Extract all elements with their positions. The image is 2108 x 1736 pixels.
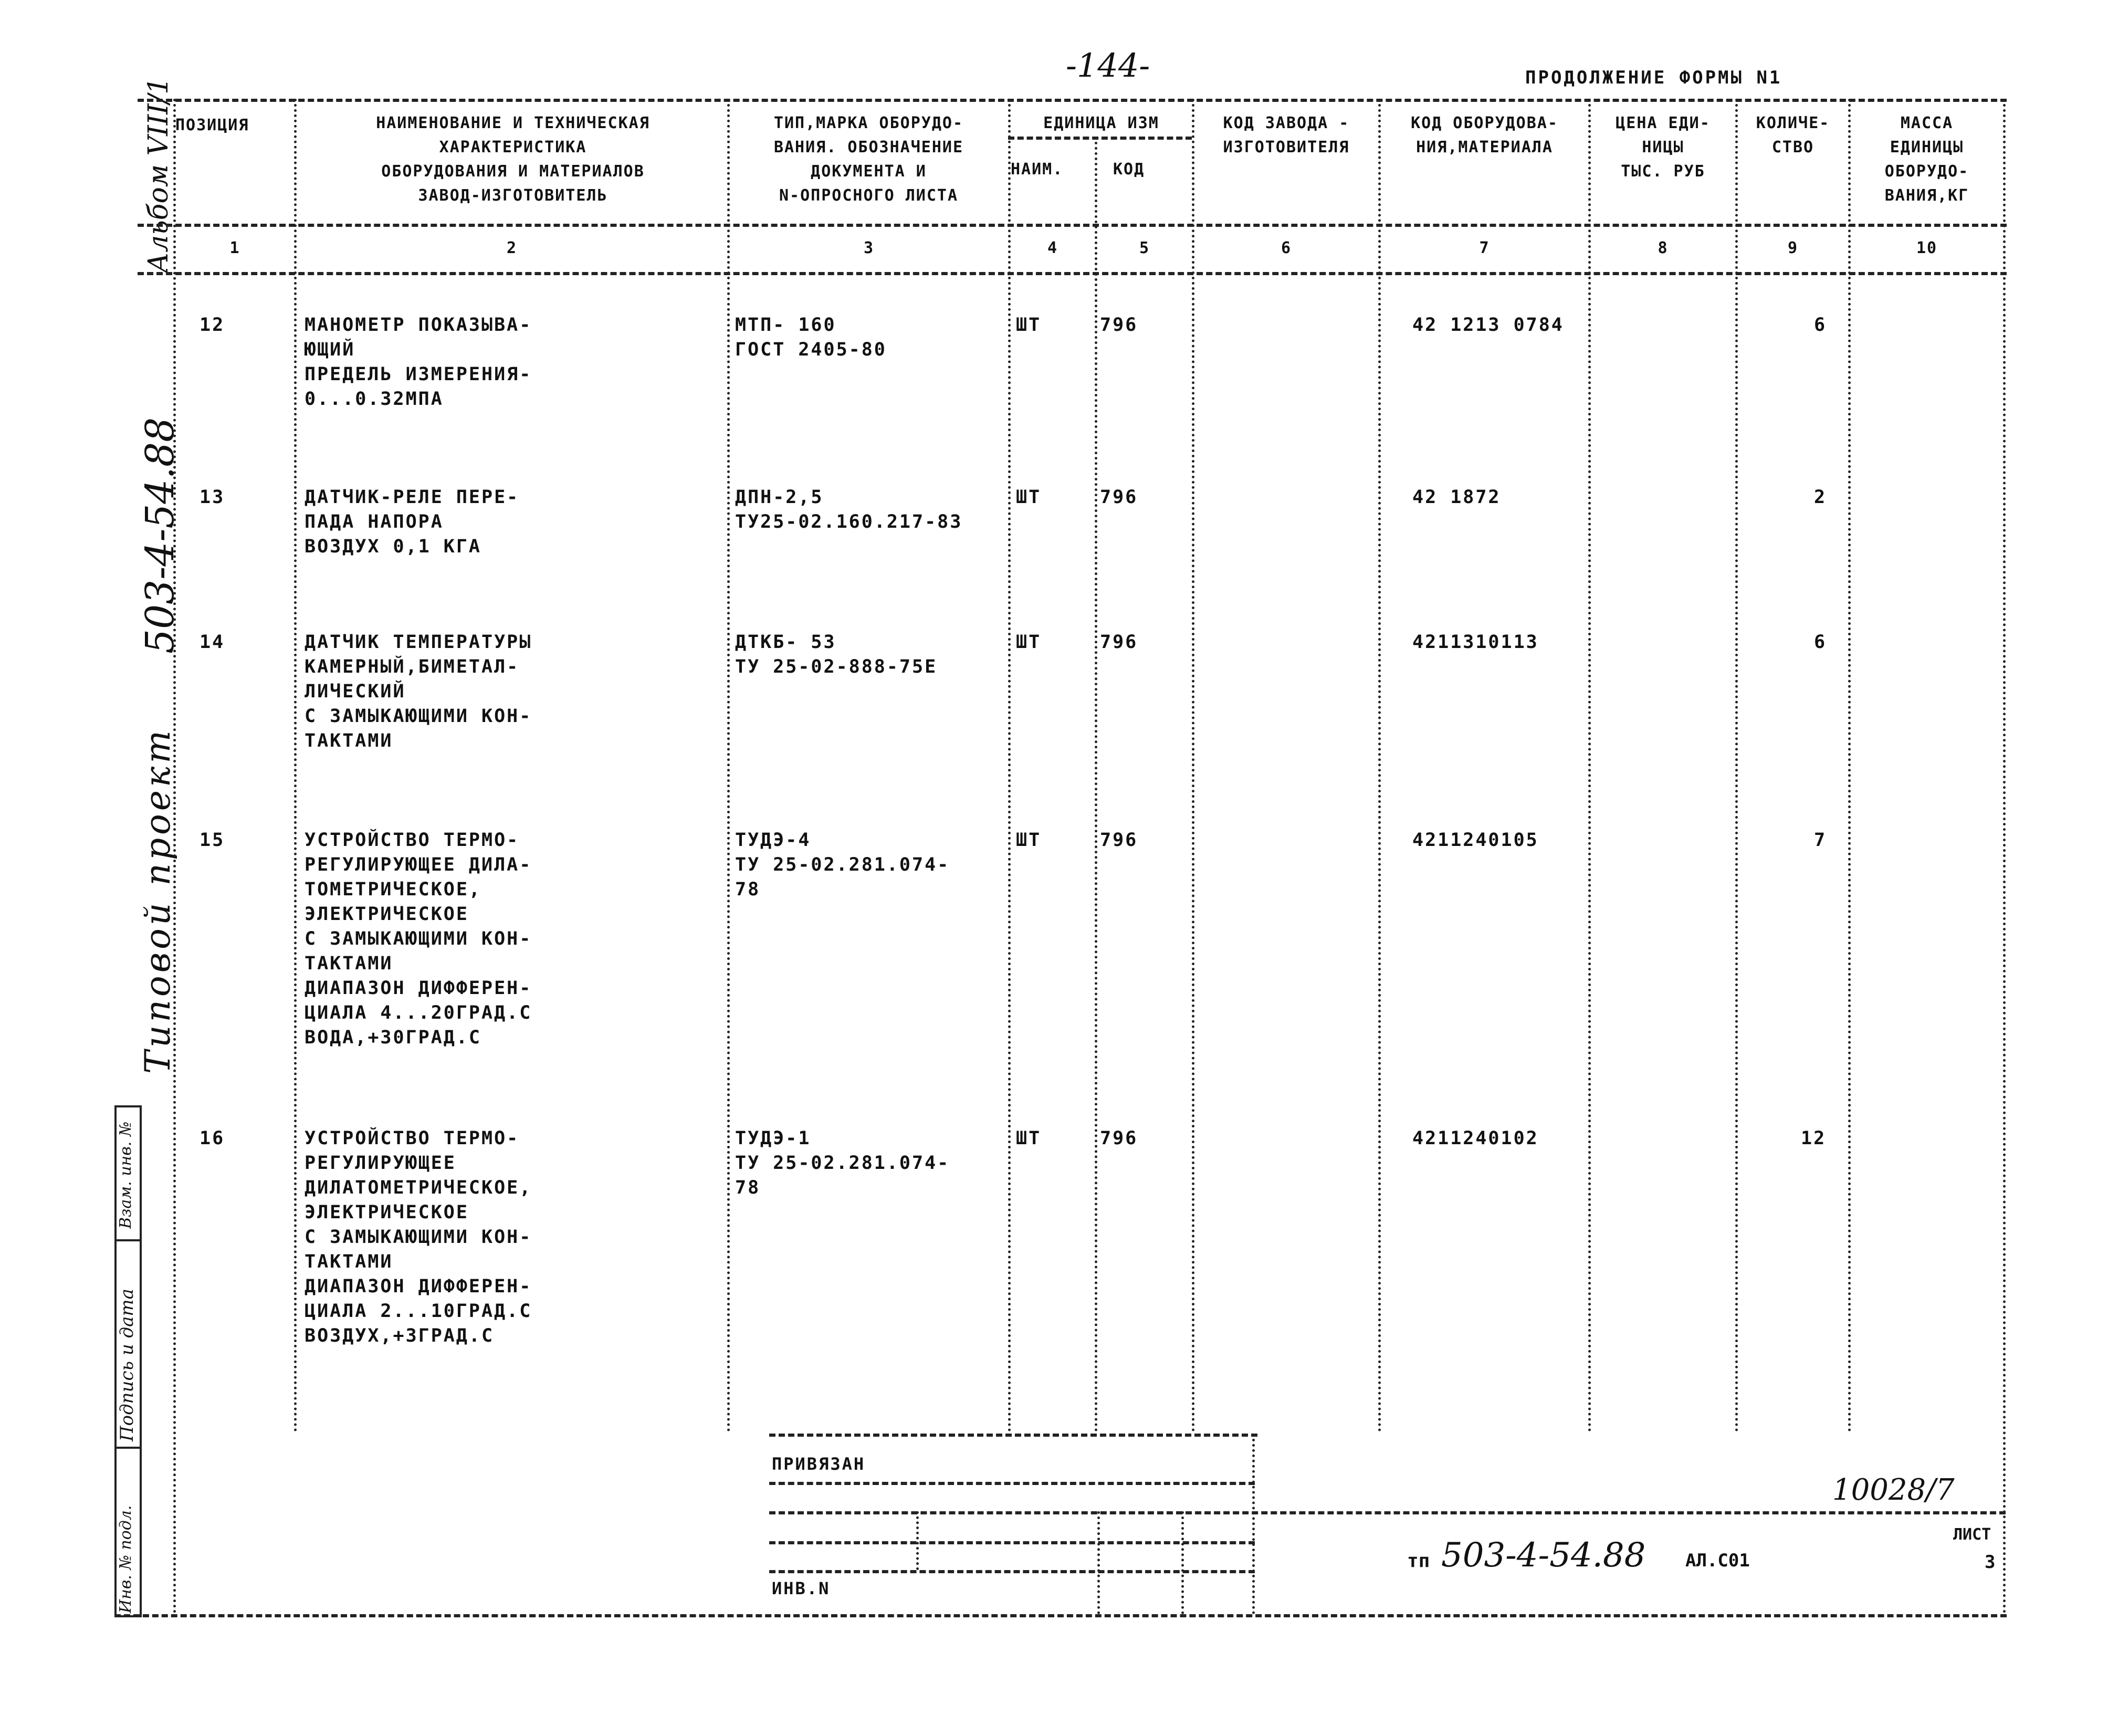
header-equipment-code: КОД ОБОРУДОВА- НИЯ,МАТЕРИАЛА <box>1411 114 1558 156</box>
document-number: 10028/7 <box>1832 1473 1955 1507</box>
table-row-unit: ШТ <box>1016 830 1042 851</box>
col-number-2: 2 <box>506 239 518 257</box>
col-number-4: 4 <box>1047 239 1058 257</box>
inventory-label: ИНВ.N <box>772 1578 831 1598</box>
col-sep-5 <box>1192 99 1194 1432</box>
side-album-label: Альбом VIII/1 <box>143 77 174 273</box>
col-number-1: 1 <box>229 239 240 257</box>
col-number-3: 3 <box>863 239 875 257</box>
table-row-pos: 12 <box>200 315 225 336</box>
title-block-rule-1 <box>769 1482 1255 1485</box>
header-mass: МАССА ЕДИНИЦЫ ОБОРУДО- ВАНИЯ,КГ <box>1884 114 1969 205</box>
stamp-label-sign: Подпись и дата <box>117 1289 138 1441</box>
table-row-equipment-code: 4211310113 <box>1412 632 1539 653</box>
title-block-top <box>769 1434 1257 1437</box>
table-row-type: ДПН-2,5 ТУ25-02.160.217-83 <box>735 487 963 532</box>
col-sep-4 <box>1095 137 1097 1432</box>
header-unit-price: ЦЕНА ЕДИ- НИЦЫ ТЫС. РУБ <box>1616 114 1711 181</box>
title-block-right <box>1252 1434 1255 1614</box>
table-row-unit-code: 796 <box>1100 315 1138 336</box>
table-row-name: УСТРОЙСТВО ТЕРМО- РЕГУЛИРУЮЩЕЕ ДИЛАТОМЕТРИЧЕСКОЕ, ЭЛЕКТРИЧЕСКОЕ С ЗАМЫКАЮЩИМИ КОН- ТАКТАМИ ДИАПАЗОН ДИФФЕРЕН- ЦИАЛА 2...10ГРАД.С ВОЗДУХ,+3ГРАД.С <box>305 1128 532 1346</box>
table-row-unit-code: 796 <box>1100 487 1138 508</box>
header-type: ТИП,МАРКА ОБОРУДО- ВАНИЯ. ОБОЗНАЧЕНИЕ ДОКУМЕНТА И N-ОПРОСНОГО ЛИСТА <box>773 114 964 205</box>
col-number-7: 7 <box>1479 239 1490 257</box>
col-sep-6 <box>1378 99 1381 1432</box>
stamp-divider-1 <box>114 1239 142 1241</box>
table-row-unit-code: 796 <box>1100 632 1138 653</box>
header-name: НАИМЕНОВАНИЕ И ТЕХНИЧЕСКАЯ ХАРАКТЕРИСТИКА ОБОРУДОВАНИЯ И МАТЕРИАЛОВ ЗАВОД-ИЗГОТОВИТЕЛЬ <box>376 114 650 205</box>
sheet-number: 3 <box>1985 1552 1996 1573</box>
header-factory-code: КОД ЗАВОДА - ИЗГОТОВИТЕЛЯ <box>1223 114 1350 156</box>
col-sep-9 <box>1848 99 1851 1432</box>
col-number-5: 5 <box>1139 239 1150 257</box>
stamp-label-replace: Взам. инв. № <box>117 1121 135 1229</box>
table-row-type: ТУДЭ-1 ТУ 25-02.281.074- 78 <box>735 1128 950 1198</box>
table-row-equipment-code: 42 1213 0784 <box>1412 315 1564 336</box>
table-row-type: ДТКБ- 53 ТУ 25-02-888-75Е <box>735 632 938 677</box>
header-unit-code: КОД <box>1113 160 1145 179</box>
col-sep-right <box>2003 99 2006 1614</box>
table-row-unit: ШТ <box>1016 1128 1042 1149</box>
title-block-col-2 <box>1097 1511 1100 1614</box>
side-project-code: 503-4-54.88 <box>138 417 183 654</box>
album-code: АЛ.С01 <box>1685 1550 1750 1571</box>
col-sep-1 <box>294 99 297 1432</box>
col-sep-3 <box>1008 99 1011 1432</box>
bound-label: ПРИВЯЗАН <box>772 1454 866 1474</box>
header-unit: ЕДИНИЦА ИЗМ <box>1043 114 1159 132</box>
table-row-quantity: 6 <box>1814 632 1827 653</box>
continuation-title: ПРОДОЛЖЕНИЕ ФОРМЫ N1 <box>1525 67 1782 88</box>
table-row-unit-code: 796 <box>1100 1128 1138 1149</box>
table-row-quantity: 6 <box>1814 315 1827 336</box>
table-row-type: МТП- 160 ГОСТ 2405-80 <box>735 315 887 360</box>
table-row-unit: ШТ <box>1016 632 1042 653</box>
table-row-unit: ШТ <box>1016 315 1042 336</box>
col-number-10: 10 <box>1916 239 1938 257</box>
tp-code: 503-4-54.88 <box>1441 1536 1646 1575</box>
table-row-equipment-code: 4211240105 <box>1412 830 1539 851</box>
table-row-type: ТУДЭ-4 ТУ 25-02.281.074- 78 <box>735 830 950 900</box>
stamp-divider-2 <box>114 1447 142 1449</box>
stamp-label-inv: Инв. № подл. <box>117 1505 135 1613</box>
table-row-name: МАНОМЕТР ПОКАЗЫВА- ЮЩИЙ ПРЕДЕЛЬ ИЗМЕРЕНИЯ- 0...0.32МПА <box>305 315 532 410</box>
table-row-unit: ШТ <box>1016 487 1042 508</box>
table-row-name: ДАТЧИК-РЕЛЕ ПЕРЕ- ПАДА НАПОРА ВОЗДУХ 0,1 КГА <box>305 487 520 557</box>
side-project-type: Типовой проект <box>138 727 178 1074</box>
col-sep-left <box>173 99 176 1614</box>
table-row-pos: 16 <box>200 1128 225 1149</box>
title-block-col-1 <box>916 1511 919 1570</box>
tp-prefix: тп <box>1407 1550 1430 1572</box>
table-row-equipment-code: 4211240102 <box>1412 1128 1539 1149</box>
table-row-unit-code: 796 <box>1100 830 1138 851</box>
table-row-quantity: 2 <box>1814 487 1827 508</box>
rule-top <box>138 99 2007 102</box>
table-row-equipment-code: 42 1872 <box>1412 487 1501 508</box>
table-row-pos: 15 <box>200 830 225 851</box>
header-position: ПОЗИЦИЯ <box>175 116 249 134</box>
header-unit-name: НАИМ. <box>1011 160 1064 179</box>
rule-unit-split <box>1008 137 1192 140</box>
table-row-quantity: 12 <box>1801 1128 1827 1149</box>
table-row-name: УСТРОЙСТВО ТЕРМО- РЕГУЛИРУЮЩЕЕ ДИЛА- ТОМЕТРИЧЕСКОЕ, ЭЛЕКТРИЧЕСКОЕ С ЗАМЫКАЮЩИМИ КОН- ТАКТАМИ ДИАПАЗОН ДИФФЕРЕН- ЦИАЛА 4...20ГРАД.С ВОДА,+30ГРАД.С <box>305 830 532 1048</box>
title-block-col-3 <box>1181 1511 1184 1614</box>
sheet-label: ЛИСТ <box>1953 1525 1991 1544</box>
col-number-6: 6 <box>1281 239 1292 257</box>
rule-header-bottom <box>138 224 2007 227</box>
table-row-name: ДАТЧИК ТЕМПЕРАТУРЫ КАМЕРНЫЙ,БИМЕТАЛ- ЛИЧЕСКИЙ С ЗАМЫКАЮЩИМИ КОН- ТАКТАМИ <box>305 632 532 751</box>
table-row-pos: 13 <box>200 487 225 508</box>
table-row-quantity: 7 <box>1814 830 1827 851</box>
rule-bottom <box>114 1614 2007 1617</box>
col-number-9: 9 <box>1787 239 1799 257</box>
table-row-pos: 14 <box>200 632 225 653</box>
col-sep-8 <box>1735 99 1738 1432</box>
title-block-rule-2 <box>769 1511 2006 1514</box>
col-sep-2 <box>727 99 730 1432</box>
page-number: -144- <box>1066 46 1150 85</box>
stamp-frame <box>114 1105 142 1617</box>
col-number-8: 8 <box>1658 239 1669 257</box>
col-sep-7 <box>1588 99 1591 1432</box>
rule-numbers-bottom <box>138 272 2007 275</box>
header-quantity: КОЛИЧЕ- СТВО <box>1756 114 1830 156</box>
